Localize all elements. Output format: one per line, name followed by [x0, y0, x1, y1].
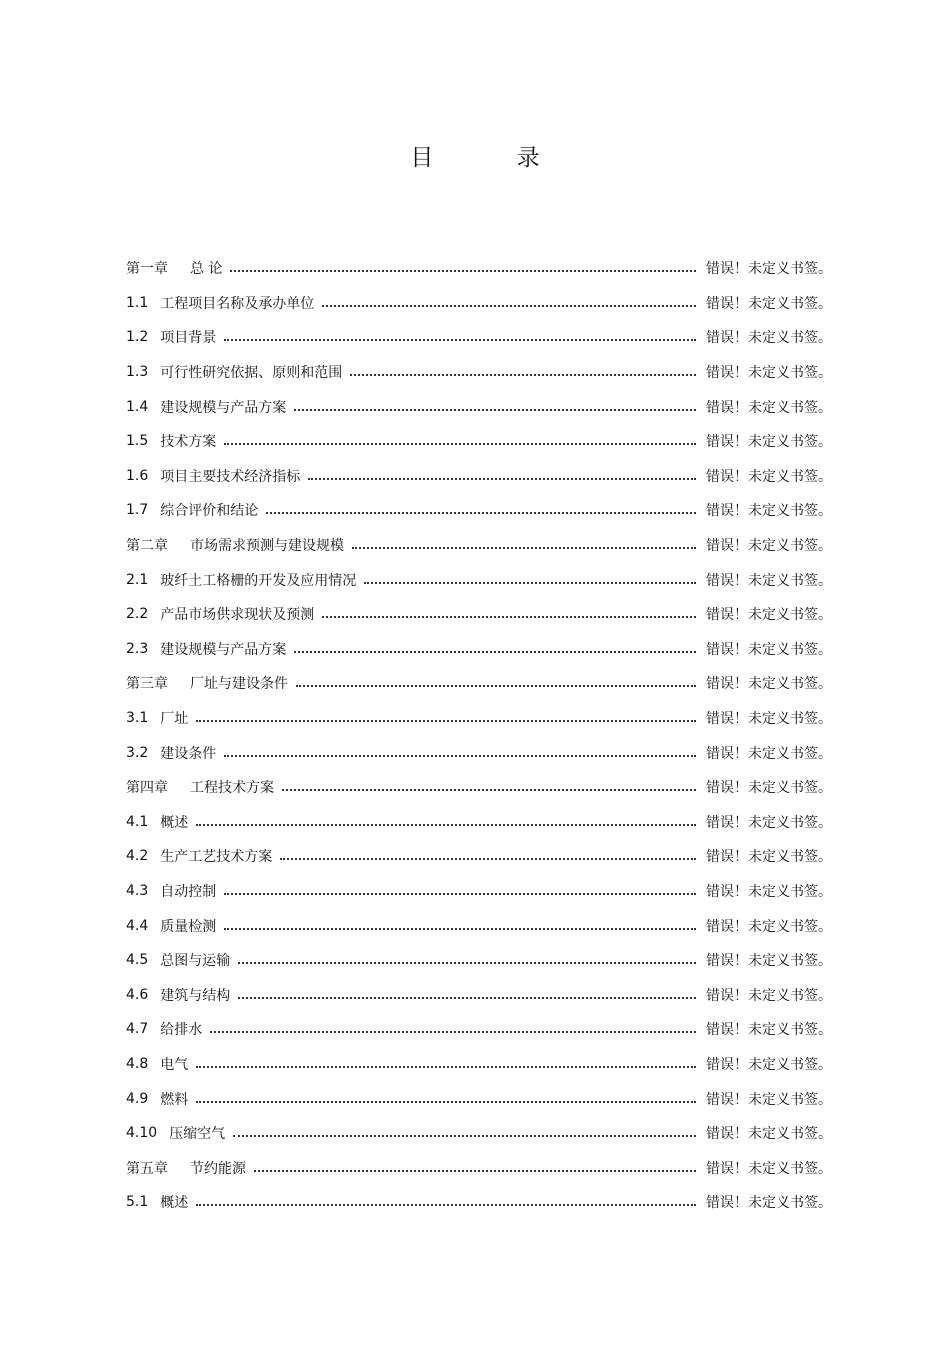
toc-entry-number: 2.1	[126, 571, 149, 588]
toc-entry-page-ref: 错误！未定义书签。	[706, 1091, 832, 1108]
toc-entry-title: 总 论	[190, 261, 223, 278]
toc-entry-title: 玻纤土工格栅的开发及应用情况	[160, 572, 357, 589]
toc-entry-page-ref: 错误！未定义书签。	[706, 434, 832, 451]
toc-entry[interactable]	[126, 355, 832, 390]
toc-entry[interactable]	[126, 839, 832, 874]
toc-entry-title: 厂址	[160, 711, 189, 728]
dot-leader	[196, 1066, 696, 1068]
dot-leader	[294, 409, 696, 411]
dot-leader	[308, 478, 696, 480]
toc-entry-number: 4.6	[126, 986, 149, 1003]
toc-entry-title: 质量检测	[160, 918, 217, 935]
toc-entry-title: 概述	[160, 814, 189, 831]
toc-entry-title: 节约能源	[190, 1160, 246, 1177]
toc-entry-number: 4.3	[126, 882, 149, 899]
toc-entry[interactable]	[126, 286, 832, 321]
toc-entry-title: 产品市场供求现状及预测	[160, 607, 315, 624]
toc-entry[interactable]	[126, 770, 832, 805]
toc-entry[interactable]	[126, 632, 832, 667]
toc-entry-page-ref: 错误！未定义书签。	[706, 1160, 832, 1177]
toc-entry-page-ref: 错误！未定义书签。	[706, 399, 832, 416]
dot-leader	[224, 339, 696, 341]
toc-entry-title: 建筑与结构	[160, 987, 231, 1004]
toc-entry-number: 1.7	[126, 502, 149, 519]
toc-entry[interactable]	[126, 943, 832, 978]
toc-entry-title: 项目主要技术经济指标	[160, 468, 301, 485]
dot-leader	[238, 997, 696, 999]
toc-entry-number: 5.1	[126, 1194, 149, 1211]
dot-leader	[230, 270, 696, 272]
table-of-contents	[126, 251, 832, 1220]
toc-entry-title: 项目背景	[160, 330, 217, 347]
toc-entry-number: 3.2	[126, 744, 149, 761]
dot-leader	[364, 582, 696, 584]
toc-entry[interactable]	[126, 908, 832, 943]
dot-leader	[196, 1204, 696, 1206]
toc-entry-number: 1.6	[126, 467, 149, 484]
toc-entry-number: 第五章	[126, 1160, 168, 1177]
toc-entry[interactable]	[126, 735, 832, 770]
toc-entry[interactable]	[126, 320, 832, 355]
toc-entry-page-ref: 错误！未定义书签。	[706, 330, 832, 347]
toc-entry-page-ref: 错误！未定义书签。	[706, 814, 832, 831]
dot-leader	[254, 1170, 696, 1172]
toc-entry[interactable]	[126, 805, 832, 840]
toc-entry-title: 工程技术方案	[190, 780, 274, 797]
toc-entry-page-ref: 错误！未定义书签。	[706, 261, 832, 278]
toc-entry-number: 4.1	[126, 813, 149, 830]
toc-entry-page-ref: 错误！未定义书签。	[706, 538, 832, 555]
toc-entry-title: 建设规模与产品方案	[160, 641, 287, 658]
toc-entry[interactable]	[126, 251, 832, 286]
toc-entry-title: 市场需求预测与建设规模	[190, 538, 344, 555]
toc-entry-title: 燃料	[160, 1091, 189, 1108]
toc-entry[interactable]	[126, 459, 832, 494]
toc-entry-number: 2.3	[126, 640, 149, 657]
toc-entry-number: 4.4	[126, 917, 149, 934]
toc-entry[interactable]	[126, 666, 832, 701]
toc-entry[interactable]	[126, 1047, 832, 1082]
toc-entry-number: 4.2	[126, 848, 149, 865]
toc-entry-page-ref: 错误！未定义书签。	[706, 953, 832, 970]
page-title: 目 录	[410, 145, 578, 171]
toc-entry-title: 给排水	[160, 1022, 203, 1039]
toc-entry-title: 工程项目名称及承办单位	[160, 295, 315, 312]
dot-leader	[196, 1101, 696, 1103]
dot-leader	[233, 1135, 696, 1137]
toc-entry-number: 1.5	[126, 433, 149, 450]
toc-entry-number: 2.2	[126, 606, 149, 623]
toc-entry-page-ref: 错误！未定义书签。	[706, 365, 832, 382]
toc-entry[interactable]	[126, 977, 832, 1012]
toc-entry-title: 压缩空气	[169, 1126, 226, 1143]
toc-entry[interactable]	[126, 1116, 832, 1151]
toc-entry-number: 第一章	[126, 261, 168, 278]
toc-entry-page-ref: 错误！未定义书签。	[706, 1022, 832, 1039]
toc-entry-number: 4.5	[126, 952, 149, 969]
dot-leader	[282, 789, 696, 791]
dot-leader	[280, 858, 696, 860]
toc-entry-title: 生产工艺技术方案	[160, 849, 273, 866]
toc-entry-number: 4.9	[126, 1090, 149, 1107]
dot-leader	[350, 374, 696, 376]
toc-entry-number: 第四章	[126, 780, 168, 797]
dot-leader	[196, 720, 696, 722]
toc-entry-page-ref: 错误！未定义书签。	[706, 987, 832, 1004]
toc-entry-page-ref: 错误！未定义书签。	[706, 849, 832, 866]
dot-leader	[224, 893, 696, 895]
dot-leader	[224, 755, 696, 757]
dot-leader	[296, 685, 696, 687]
toc-entry-title: 综合评价和结论	[160, 503, 259, 520]
toc-entry[interactable]	[126, 1150, 832, 1185]
toc-entry-number: 第三章	[126, 676, 168, 693]
toc-entry-page-ref: 错误！未定义书签。	[706, 1126, 832, 1143]
toc-entry[interactable]	[126, 424, 832, 459]
toc-entry-page-ref: 错误！未定义书签。	[706, 780, 832, 797]
toc-entry[interactable]	[126, 701, 832, 736]
toc-entry-title: 概述	[160, 1195, 189, 1212]
toc-entry[interactable]	[126, 562, 832, 597]
toc-entry-title: 自动控制	[160, 883, 217, 900]
toc-entry-title: 建设条件	[160, 745, 217, 762]
toc-entry-page-ref: 错误！未定义书签。	[706, 745, 832, 762]
toc-entry-page-ref: 错误！未定义书签。	[706, 503, 832, 520]
toc-entry-title: 电气	[160, 1056, 189, 1073]
toc-entry-page-ref: 错误！未定义书签。	[706, 918, 832, 935]
toc-entry-page-ref: 错误！未定义书签。	[706, 676, 832, 693]
toc-entry-page-ref: 错误！未定义书签。	[706, 572, 832, 589]
toc-entry[interactable]	[126, 874, 832, 909]
dot-leader	[322, 616, 696, 618]
toc-entry[interactable]	[126, 1012, 832, 1047]
toc-entry-number: 4.10	[126, 1125, 158, 1142]
dot-leader	[196, 824, 696, 826]
toc-entry-title: 技术方案	[160, 434, 217, 451]
toc-entry[interactable]	[126, 493, 832, 528]
toc-entry-number: 1.1	[126, 294, 149, 311]
dot-leader	[266, 512, 696, 514]
toc-entry-number: 1.2	[126, 329, 149, 346]
toc-entry-title: 厂址与建设条件	[190, 676, 288, 693]
toc-entry-title: 可行性研究依据、原则和范围	[160, 365, 343, 382]
toc-entry[interactable]	[126, 528, 832, 563]
toc-entry-number: 1.3	[126, 364, 149, 381]
toc-entry-page-ref: 错误！未定义书签。	[706, 883, 832, 900]
dot-leader	[238, 962, 696, 964]
toc-entry-page-ref: 错误！未定义书签。	[706, 711, 832, 728]
dot-leader	[322, 305, 696, 307]
dot-leader	[210, 1031, 696, 1033]
toc-entry[interactable]	[126, 389, 832, 424]
toc-entry-page-ref: 错误！未定义书签。	[706, 468, 832, 485]
dot-leader	[352, 547, 696, 549]
toc-entry-number: 4.7	[126, 1021, 149, 1038]
toc-entry-number: 4.8	[126, 1055, 149, 1072]
toc-entry[interactable]	[126, 1185, 832, 1220]
toc-entry[interactable]	[126, 597, 832, 632]
dot-leader	[224, 928, 696, 930]
toc-entry-number: 1.4	[126, 398, 149, 415]
dot-leader	[294, 651, 696, 653]
toc-entry-number: 第二章	[126, 538, 168, 555]
toc-entry-page-ref: 错误！未定义书签。	[706, 607, 832, 624]
dot-leader	[224, 443, 696, 445]
toc-entry-page-ref: 错误！未定义书签。	[706, 1056, 832, 1073]
toc-entry-title: 总图与运输	[160, 953, 231, 970]
toc-entry-page-ref: 错误！未定义书签。	[706, 641, 832, 658]
toc-entry-title: 建设规模与产品方案	[160, 399, 287, 416]
toc-entry-page-ref: 错误！未定义书签。	[706, 295, 832, 312]
toc-entry-page-ref: 错误！未定义书签。	[706, 1195, 832, 1212]
toc-entry-number: 3.1	[126, 710, 149, 727]
toc-entry[interactable]	[126, 1081, 832, 1116]
